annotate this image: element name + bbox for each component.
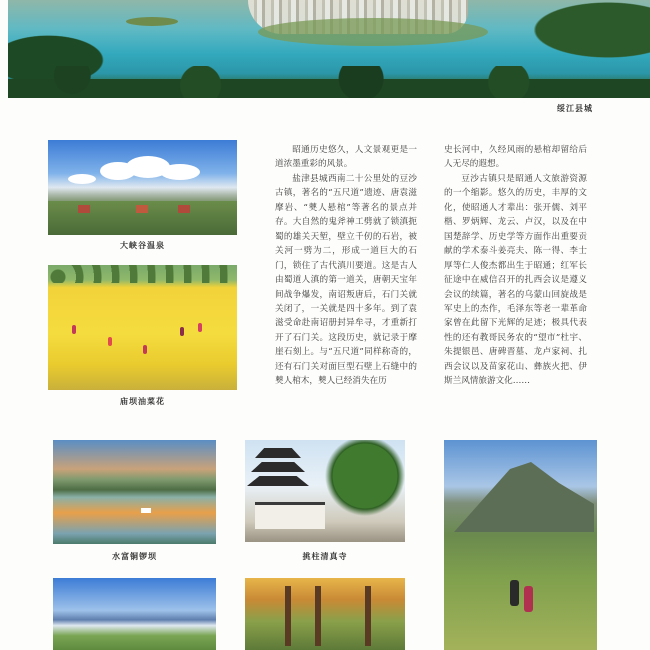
paragraph: 豆沙古镇只是昭通人文旅游资源的一个缩影。悠久的历史，丰厚的文化，使昭通人才辈出：张开儒、刘平楷、罗炳辉、龙云、卢汉，以及在中国楚辞学、历史学等方面作出重要贡献的学术泰斗姜亮夫、陈一得、李士厚等仁人俊杰都出生于昭通；红军长征途中在威信召开的扎西会议是遵义会议的续篇，著名的乌蒙山回旋战是军史上的杰作，毛泽东等老一辈革命家曾在此留下光辉的足迹；极具代表性的还有教哥民务农的“望市”杜宇、朱提银邑、唐碑晋墓、龙卢家祠、扎西会议以及苗家花山、彝族火把、伊斯兰风情旅游文化…… <box>444 173 587 387</box>
mosque-caption: 挑柱清真寺 <box>302 551 348 561</box>
mountain-hikers-photo <box>444 440 597 650</box>
paragraph: 昭通历史悠久，人文景观更是一道浓墨重彩的风景。 <box>275 145 417 170</box>
article-column-left <box>275 143 417 389</box>
hero-caption: 绥江县城 <box>557 103 593 113</box>
mosque-photo <box>245 440 405 542</box>
hot-spring-photo <box>48 140 237 235</box>
foreground-trees <box>8 66 650 98</box>
water-town-caption: 水富铜锣坝 <box>112 551 157 561</box>
paragraph: 盐津县城西南二十公里处的豆沙古镇，著名的“五尺道”遗迹、唐袁滋摩岩、“僰人悬棺”等著名的景点并存。大自然的鬼斧神工劈就了锁滇扼蜀的雄关天堑，壁立千仞的石岩，被关河一劈为二，形成一道巨大的石门，锁住了古代滇川要道。这是古人由蜀道人滇的第一道关，唐朝天宝年间战争爆发，南诏叛唐后，石门关就关闭了，一关就是四十多年。到了袁滋受命赴南诏册封异牟寻，才重新打开了石门关。这段历史，就记录于摩崖石刻上。与“五尺道”同样称奇的，还有石门关对面巨型石壁上石缝中的僰人棺木，僰人已经消失在历 <box>275 173 417 387</box>
hot-spring-caption: 大峡谷温泉 <box>120 240 165 250</box>
rape-flower-caption: 庙坝油菜花 <box>120 396 165 406</box>
mountain-sky-photo <box>53 578 216 650</box>
small-island <box>126 17 178 26</box>
county-town-lake-photo <box>8 0 650 98</box>
rape-flower-photo <box>48 265 237 390</box>
water-town-photo <box>53 440 216 544</box>
article-column-right <box>444 143 587 389</box>
paragraph: 史长河中，久经风雨的悬棺却留给后人无尽的遐想。 <box>444 145 587 170</box>
shore-peninsula <box>258 18 488 46</box>
autumn-trees-photo <box>245 578 405 650</box>
